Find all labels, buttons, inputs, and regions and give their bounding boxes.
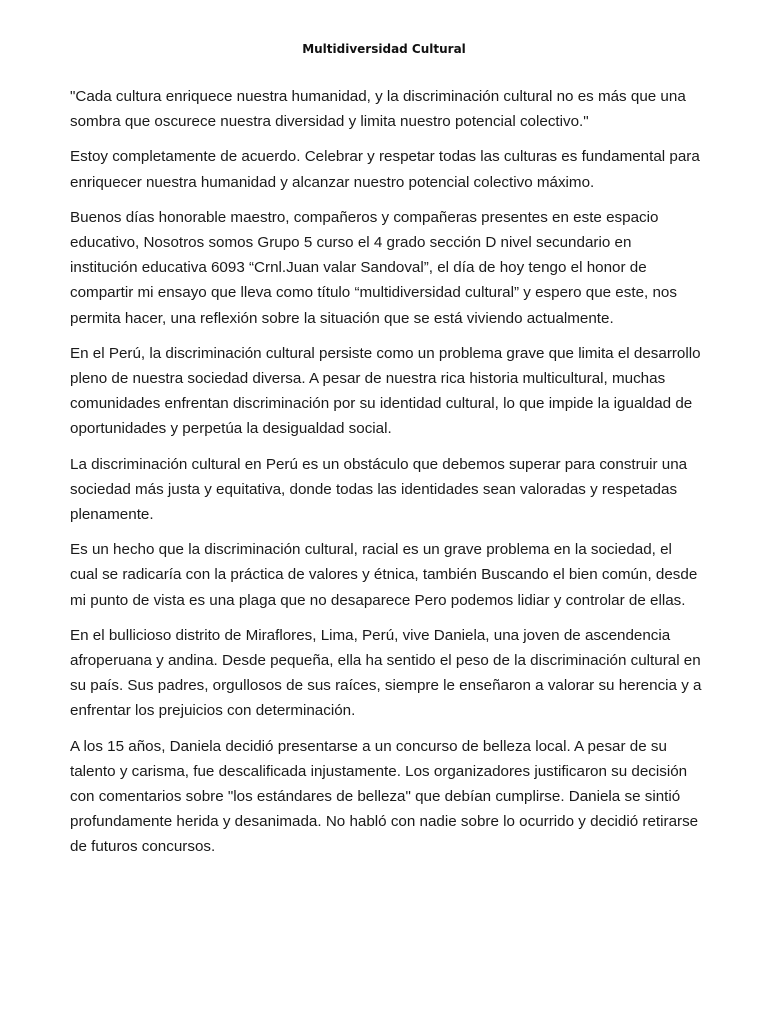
paragraph-4: En el Perú, la discriminación cultural persiste como un problema grave que limita el desarrollo pleno de nuestra sociedad diversa. A pesar de nuestra rica historia multicultural, muchas comunidades enfrentan discriminación por su identidad cultural, lo que impide la igualdad de oportunidades y perpetúa la desigualdad social. [70,344,701,438]
document-title: Multidiversidad Cultural [302,42,466,56]
paragraph-3: Buenos días honorable maestro, compañeros y compañeras presentes en este espacio educativo, Nosotros somos Grupo 5 curso el 4 grado sección D nivel secundario en institución educativa 6093 “Crnl.Juan valar Sandoval”, el día de hoy tengo el honor de compartir mi ensayo que lleva como título “multidiversidad cultural” y espero que este, nos permita hacer, una reflexión sobre la situación que se está viviendo actualmente. [70,208,677,327]
paragraph-7: En el bullicioso distrito de Miraflores, Lima, Perú, vive Daniela, una joven de ascendencia afroperuana y andina. Desde pequeña, ella ha sentido el peso de la discriminación cultural en su país. Sus padres, orgullosos de sus raíces, siempre le enseñaron a valorar su herencia y a enfrentar los prejuicios con determinación. [70,626,702,720]
paragraph-1: "Cada cultura enriquece nuestra humanidad, y la discriminación cultural no es más que una sombra que oscurece nuestra diversidad y limita nuestro potencial colectivo." [70,88,686,131]
paragraph-5: La discriminación cultural en Perú es un obstáculo que debemos superar para construir una sociedad más justa y equitativa, donde todas las identidades sean valoradas y respetadas plenamente. [70,455,688,524]
paragraph-8: A los 15 años, Daniela decidió presentarse a un concurso de belleza local. A pesar de su talento y carisma, fue descalificada injustamente. Los organizadores justificaron su decisión con comentarios sobre "los estándares de belleza" que debían cumplirse. Daniela se sintió profundamente herida y desanimada. No habló con nadie sobre lo ocurrido y decidió retirarse de futuros concursos. [70,737,699,856]
paragraph-6: Es un hecho que la discriminación cultural, racial es un grave problema en la sociedad, el cual se radicaría con la práctica de valores y étnica, también Buscando el bien común, desde mi punto de vista es una plaga que no desaparece Pero podemos lidiar y controlar de ellas. [70,541,698,609]
paragraph-2: Estoy completamente de acuerdo. Celebrar y respetar todas las culturas es fundamental para enriquecer nuestra humanidad y alcanzar nuestro potencial colectivo máximo. [70,148,700,191]
document-body [70,84,702,870]
